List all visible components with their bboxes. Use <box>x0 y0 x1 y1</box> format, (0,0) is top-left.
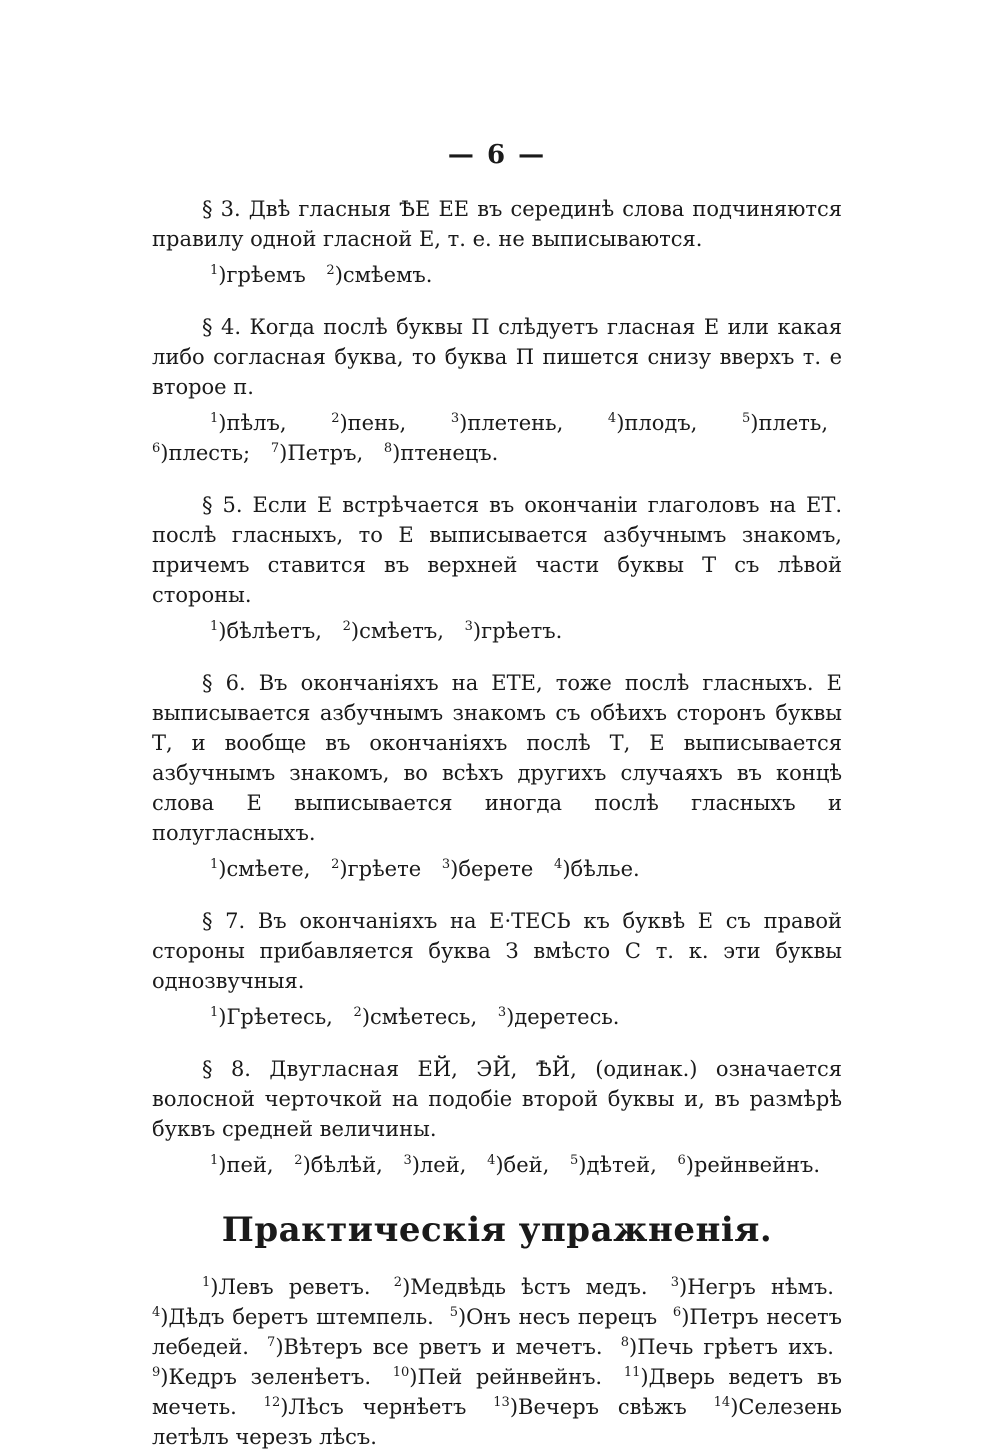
rule-examples <box>152 616 842 646</box>
exercise-number: 6 <box>672 1305 682 1320</box>
exercise-item: $^{12}$)Лѣсъ чернѣетъ <box>263 1395 467 1419</box>
example-number: 2 <box>353 1005 362 1020</box>
exercise-text: Печь грѣетъ ихъ. <box>637 1335 834 1359</box>
example-number: 1 <box>210 1005 219 1020</box>
example-text: грѣете <box>347 857 422 881</box>
example-text: дѣтей, <box>586 1153 657 1177</box>
example-word: $^3$)лей, <box>403 1153 467 1177</box>
example-text: бѣлѣетъ, <box>226 619 322 643</box>
example-text: плодъ, <box>624 411 698 435</box>
example-text: грѣемъ <box>226 263 306 287</box>
exercise-item: $^1$)Левъ реветъ. <box>202 1275 371 1299</box>
exercise-number: 3 <box>670 1275 679 1290</box>
example-word: $^8$)птенецъ. <box>383 441 499 465</box>
example-word: $^2$)смѣетъ, <box>342 619 444 643</box>
exercise-number: 7 <box>267 1335 276 1350</box>
exercise-text: Негръ нѣмъ. <box>687 1275 834 1299</box>
exercise-item: $^{11}$)Дверь ведетъ въ мечеть. <box>152 1365 843 1419</box>
example-word: $^6$)рейнвейнъ. <box>677 1153 821 1177</box>
rule-text: § 5. Если Е встрѣчается въ окончаніи глаголовъ на ЕТ. послѣ гласныхъ, то Е выписывается азбучнымъ знакомъ, причемъ ставится въ верхней части буквы Т съ лѣвой стороны. <box>152 493 842 607</box>
example-text: плеть, <box>758 411 828 435</box>
exercise-text: Онъ несъ перецъ <box>466 1305 658 1329</box>
page-number: — 6 — <box>447 140 547 170</box>
rule-examples <box>152 1002 842 1032</box>
example-word: $^4$)бѣлье. <box>554 857 640 881</box>
exercise-text: Дверь ведетъ въ мечеть. <box>152 1365 843 1419</box>
exercise-text: Вѣтеръ все рветъ и мечетъ. <box>283 1335 603 1359</box>
exercise-text: Вечеръ свѣжъ <box>518 1395 687 1419</box>
exercise-text: Пей рейнвейнъ. <box>417 1365 603 1389</box>
rule-section <box>152 194 842 290</box>
example-number: 7 <box>270 441 280 456</box>
example-text: плесть; <box>168 441 251 465</box>
rule-text: § 4. Когда послѣ буквы П слѣдуетъ гласная Е или какая либо согласная буква, то буква П пишется снизу вверхъ т. е второе п. <box>152 315 842 399</box>
exercise-item: $^9$)Кедръ зеленѣетъ. <box>152 1365 372 1389</box>
example-text: смѣете, <box>226 857 311 881</box>
exercise-number: 5 <box>449 1305 458 1320</box>
exercise-text: Левъ реветъ. <box>218 1275 371 1299</box>
example-word: $^3$)берете <box>441 857 534 881</box>
example-number: 1 <box>210 263 219 278</box>
example-number: 3 <box>497 1005 507 1020</box>
example-word: $^5$)плеть, <box>742 411 828 435</box>
example-word: $^2$)грѣете <box>331 857 422 881</box>
example-text: пей, <box>226 1153 274 1177</box>
exercise-item: $^8$)Печь грѣетъ ихъ. <box>620 1335 834 1359</box>
example-number: 2 <box>342 619 351 634</box>
rule-section <box>152 906 842 1032</box>
example-word: $^1$)пей, <box>210 1153 274 1177</box>
exercise-item: $^{14}$)Селезень летѣлъ черезъ лѣсъ. <box>152 1395 842 1449</box>
rule-examples <box>152 260 842 290</box>
example-number: 3 <box>464 619 473 634</box>
example-number: 2 <box>331 857 340 872</box>
exercise-item: $^4$)Дѣдъ беретъ штемпель. <box>152 1305 434 1329</box>
example-text: деретесь. <box>514 1005 620 1029</box>
exercise-number: 1 <box>202 1275 211 1290</box>
example-word: $^6$)плесть; <box>152 441 251 465</box>
example-number: 3 <box>450 411 460 426</box>
example-text: смѣетъ, <box>359 619 444 643</box>
example-text: бѣлѣй, <box>310 1153 383 1177</box>
exercise-item: $^3$)Негръ нѣмъ. <box>670 1275 834 1299</box>
example-text: грѣетъ. <box>481 619 563 643</box>
example-number: 4 <box>487 1153 496 1168</box>
rules-sections <box>152 194 842 1180</box>
exercise-item: $^2$)Медвѣдь ѣстъ медъ. <box>393 1275 648 1299</box>
exercise-number: 13 <box>493 1395 510 1410</box>
example-number: 4 <box>554 857 563 872</box>
example-number: 6 <box>677 1153 686 1168</box>
exercise-number: 9 <box>152 1365 161 1380</box>
rule-text: § 3. Двѣ гласныя ѢЕ ЕЕ въ серединѣ слова подчиняются правилу одной гласной Е, т. е. не выписываются. <box>152 197 842 251</box>
exercise-item: $^7$)Вѣтеръ все рветъ и мечетъ. <box>267 1335 603 1359</box>
example-number: 2 <box>294 1153 303 1168</box>
rule-text: § 7. Въ окончаніяхъ на Е·ТЕСЬ къ буквѣ Е съ правой стороны прибавляется буква З вмѣсто С т. к. эти буквы однозвучныя. <box>152 909 842 993</box>
example-text: птенецъ. <box>400 441 499 465</box>
example-word: $^2$)бѣлѣй, <box>294 1153 383 1177</box>
example-text: рейнвейнъ. <box>693 1153 821 1177</box>
example-number: 5 <box>742 411 751 426</box>
exercise-item: $^6$)Петръ несетъ лебедей. <box>152 1305 842 1359</box>
exercise-item: $^5$)Онъ несъ перецъ <box>449 1305 658 1329</box>
example-word: $^1$)Грѣетесь, <box>210 1005 333 1029</box>
example-text: Грѣетесь, <box>226 1005 333 1029</box>
exercise-number: 2 <box>393 1275 403 1290</box>
example-number: 4 <box>607 411 617 426</box>
exercise-number: 8 <box>620 1335 629 1350</box>
example-word: $^5$)дѣтей, <box>569 1153 657 1177</box>
example-number: 1 <box>210 857 219 872</box>
example-text: лей, <box>419 1153 467 1177</box>
rule-examples <box>152 408 842 468</box>
exercise-text: Петръ несетъ лебедей. <box>152 1305 842 1359</box>
example-word: $^1$)смѣете, <box>210 857 311 881</box>
example-word: $^3$)деретесь. <box>497 1005 620 1029</box>
rule-examples <box>152 854 842 884</box>
exercise-number: 11 <box>623 1365 641 1380</box>
example-number: 1 <box>210 411 219 426</box>
example-number: 2 <box>326 263 335 278</box>
example-text: бей, <box>503 1153 550 1177</box>
rule-examples <box>152 1150 842 1180</box>
example-word: $^1$)пѣлъ, <box>210 411 287 435</box>
rule-text: § 6. Въ окончаніяхъ на ЕТЕ, тоже послѣ гласныхъ. Е выписывается азбучнымъ знакомъ съ обѣихъ сторонъ буквы Т, и вообще въ окончаніяхъ послѣ Т, Е выписывается азбучнымъ знакомъ, во всѣхъ другихъ случаяхъ въ концѣ слова Е выписывается иногда послѣ гласныхъ и полугласныхъ. <box>152 671 842 845</box>
example-number: 1 <box>210 619 219 634</box>
exercise-item: $^{10}$)Пей рейнвейнъ. <box>392 1365 603 1389</box>
example-word: $^1$)грѣемъ <box>210 263 306 287</box>
exercise-number: 12 <box>263 1395 281 1410</box>
exercise-item: $^{13}$)Вечеръ свѣжъ <box>493 1395 687 1419</box>
rule-section <box>152 490 842 646</box>
example-text: плетень, <box>467 411 564 435</box>
example-text: бѣлье. <box>570 857 640 881</box>
example-number: 6 <box>152 441 161 456</box>
rule-text: § 8. Двугласная ЕЙ, ЭЙ, ѢЙ, (одинак.) означается волосной черточкой на подобіе второй буквы и, въ размѣрѣ буквъ средней величины. <box>152 1057 842 1141</box>
example-word: $^4$)бей, <box>487 1153 550 1177</box>
example-number: 3 <box>441 857 451 872</box>
example-number: 5 <box>569 1153 579 1168</box>
exercise-number: 14 <box>713 1395 731 1410</box>
example-word: $^1$)бѣлѣетъ, <box>210 619 322 643</box>
rule-section <box>152 668 842 884</box>
exercise-text: Дѣдъ беретъ штемпель. <box>168 1305 434 1329</box>
example-word: $^3$)грѣетъ. <box>464 619 563 643</box>
rule-section <box>152 312 842 468</box>
exercise-text: Лѣсъ чернѣетъ <box>288 1395 467 1419</box>
example-word: $^7$)Петръ, <box>270 441 364 465</box>
example-word: $^4$)плодъ, <box>607 411 698 435</box>
exercise-number: 4 <box>152 1305 161 1320</box>
example-text: Петръ, <box>287 441 364 465</box>
practice-heading: Практическія упражненія. <box>221 1210 773 1250</box>
example-text: берете <box>458 857 534 881</box>
example-word: $^2$)смѣетесь, <box>353 1005 478 1029</box>
example-number: 2 <box>331 411 340 426</box>
example-text: пѣлъ, <box>226 411 287 435</box>
example-text: смѣетесь, <box>370 1005 478 1029</box>
exercise-text: Кедръ зеленѣетъ. <box>168 1365 372 1389</box>
exercise-text: Медвѣдь ѣстъ медъ. <box>410 1275 648 1299</box>
rule-section <box>152 1054 842 1180</box>
example-number: 3 <box>403 1153 412 1168</box>
example-text: смѣемъ. <box>342 263 433 287</box>
practice-exercises <box>152 1272 842 1452</box>
example-number: 1 <box>210 1153 219 1168</box>
example-number: 8 <box>383 441 393 456</box>
example-word: $^2$)смѣемъ. <box>326 263 433 287</box>
example-word: $^2$)пень, <box>331 411 407 435</box>
exercise-text: Селезень летѣлъ черезъ лѣсъ. <box>152 1395 842 1449</box>
exercise-number: 10 <box>392 1365 410 1380</box>
example-word: $^3$)плетень, <box>450 411 564 435</box>
example-text: пень, <box>347 411 407 435</box>
